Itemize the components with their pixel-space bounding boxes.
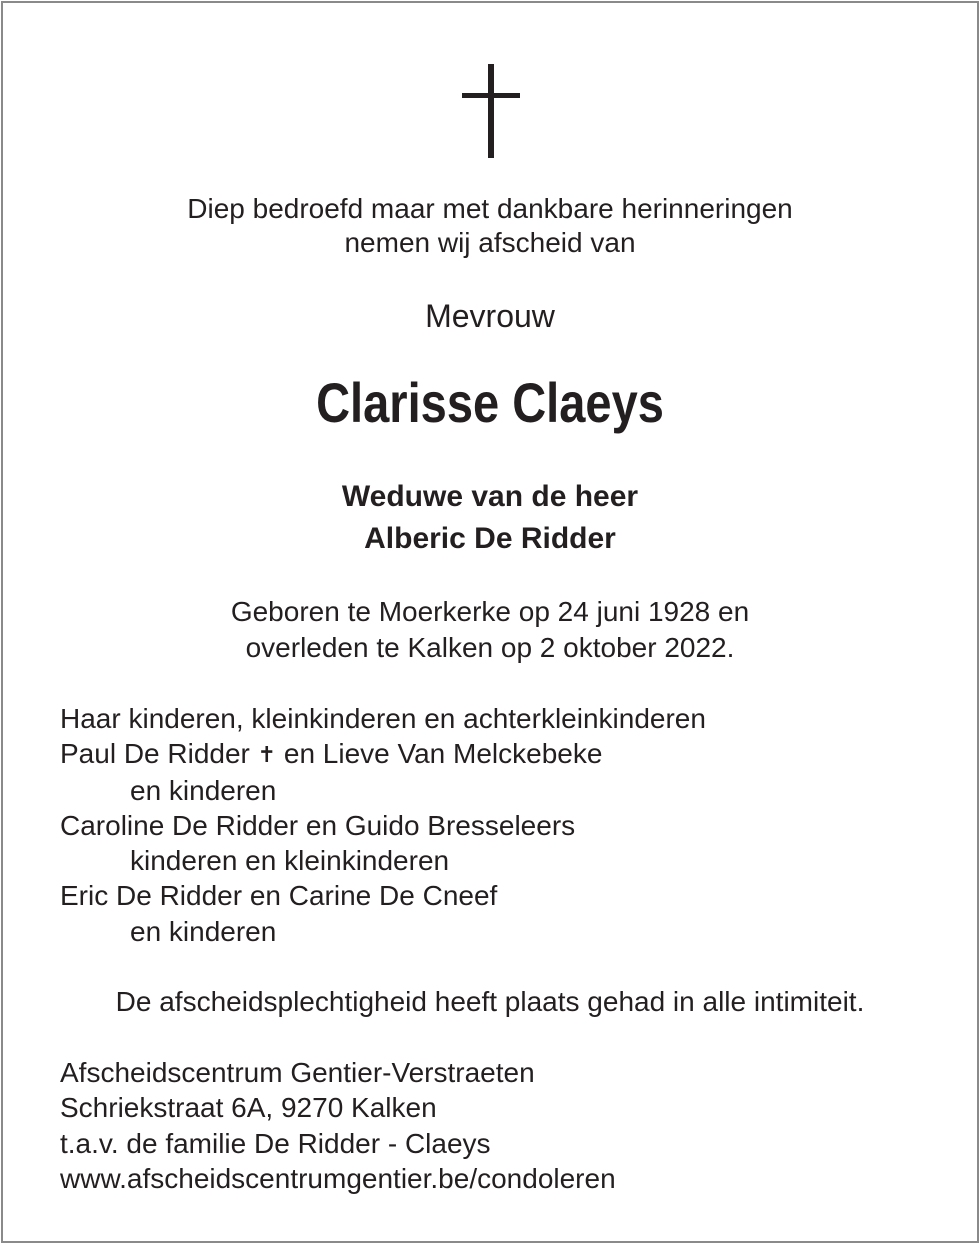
family-child-1 xyxy=(60,736,706,772)
dates-line-1: Geboren te Moerkerke op 24 juni 1928 en xyxy=(230,596,750,627)
condolence-website: www.afscheidscentrumgentier.be/condoleren xyxy=(60,1162,616,1194)
intro-text xyxy=(0,192,980,260)
ceremony-notice: De afscheidsplechtigheid heeft plaats gehad in alle intimiteit. xyxy=(115,986,865,1017)
intro-line-1: Diep bedroefd maar met dankbare herinneringen xyxy=(187,193,793,224)
family-child-3: Eric De Ridder en Carine De Cneef xyxy=(60,880,498,912)
dates-line-2: overleden te Kalken op 2 oktober 2022. xyxy=(245,632,735,663)
contact-block xyxy=(60,1055,616,1196)
funeral-home-address: Schriekstraat 6A, 9270 Kalken xyxy=(60,1092,437,1124)
spouse-text xyxy=(0,476,980,560)
intro-line-2: nemen wij afscheid van xyxy=(344,227,636,258)
spouse-line-1: Weduwe van de heer xyxy=(341,480,639,513)
family-child-2-sub: kinderen en kleinkinderen xyxy=(130,845,450,877)
funeral-home-name: Afscheidscentrum Gentier-Verstraeten xyxy=(60,1057,535,1088)
honorific: Mevrouw xyxy=(425,298,555,334)
child-1-partner: en Lieve Van Melckebeke xyxy=(283,738,603,770)
cross-icon xyxy=(462,64,520,158)
family-heading: Haar kinderen, kleinkinderen en achterkleinkinderen xyxy=(60,703,706,734)
birth-death-dates xyxy=(0,594,980,666)
attention-line: t.a.v. de familie De Ridder - Claeys xyxy=(60,1127,491,1159)
family-child-1-sub: en kinderen xyxy=(130,774,277,806)
spouse-line-2: Alberic De Ridder xyxy=(364,522,616,555)
child-1-name: Paul De Ridder xyxy=(60,738,250,770)
family-list xyxy=(60,701,706,949)
deceased-cross-icon: ✝ xyxy=(257,742,277,768)
family-child-2: Caroline De Ridder en Guido Bresseleers xyxy=(60,809,576,841)
family-child-3-sub: en kinderen xyxy=(130,915,277,947)
deceased-name: Clarisse Claeys xyxy=(316,371,664,434)
